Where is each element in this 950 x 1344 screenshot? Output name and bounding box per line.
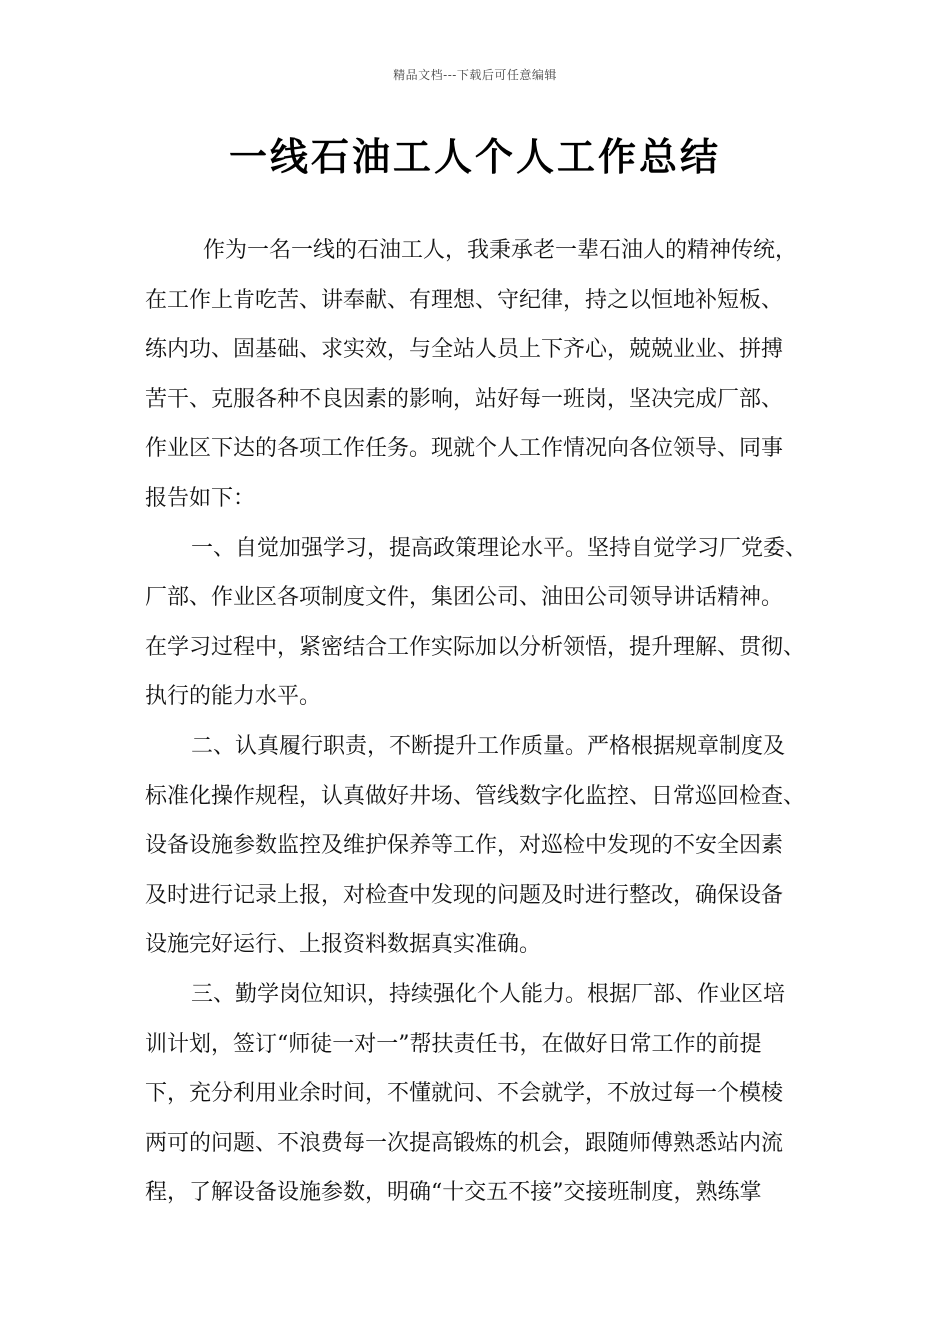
body-line: 程，了解设备设施参数，明确“十交五不接”交接班制度，熟练掌: [145, 1180, 762, 1206]
body-line: 在工作上肯吃苦、讲奉献、有理想、守纪律，持之以恒地补短板、: [145, 287, 784, 313]
body-line: 三、勤学岗位知识，持续强化个人能力。根据厂部、作业区培: [191, 981, 786, 1007]
body-line: 训计划，签订“师徒一对一”帮扶责任书，在做好日常工作的前提: [145, 1031, 762, 1057]
body-line: 苦干、克服各种不良因素的影响，站好每一班岗，坚决完成厂部、: [145, 386, 784, 412]
body-line: 设备设施参数监控及维护保养等工作，对巡检中发现的不安全因素: [145, 833, 784, 859]
document-header-note: 精品文档---下载后可任意编辑: [393, 68, 557, 82]
body-line: 报告如下：: [145, 485, 256, 511]
body-line: 一、自觉加强学习，提高政策理论水平。坚持自觉学习厂党委、: [191, 535, 808, 561]
body-line: 作业区下达的各项工作任务。现就个人工作情况向各位领导、同事: [145, 436, 784, 462]
document-body: [145, 226, 825, 1218]
body-line: 设施完好运行、上报资料数据真实准确。: [145, 932, 542, 958]
body-line: 作为一名一线的石油工人，我秉承老一辈石油人的精神传统，: [203, 238, 798, 263]
body-line: 执行的能力水平。: [145, 684, 322, 710]
body-line: 两可的问题、不浪费每一次提高锻炼的机会，跟随师傅熟悉站内流: [145, 1130, 784, 1156]
body-line: 下，充分利用业余时间，不懂就问、不会就学，不放过每一个模棱: [145, 1081, 784, 1107]
body-line: 二、认真履行职责，不断提升工作质量。严格根据规章制度及: [191, 733, 786, 759]
body-line: 标准化操作规程，认真做好井场、管线数字化监控、日常巡回检查、: [145, 783, 806, 809]
body-line: 及时进行记录上报，对检查中发现的问题及时进行整改，确保设备: [145, 882, 784, 908]
body-line: 练内功、固基础、求实效，与全站人员上下齐心，兢兢业业、拼搏: [145, 337, 784, 363]
body-line: 厂部、作业区各项制度文件，集团公司、油田公司领导讲话精神。: [145, 585, 784, 611]
body-line: 在学习过程中，紧密结合工作实际加以分析领悟，提升理解、贯彻、: [145, 634, 806, 660]
document-title: 一线石油工人个人工作总结: [228, 135, 721, 179]
